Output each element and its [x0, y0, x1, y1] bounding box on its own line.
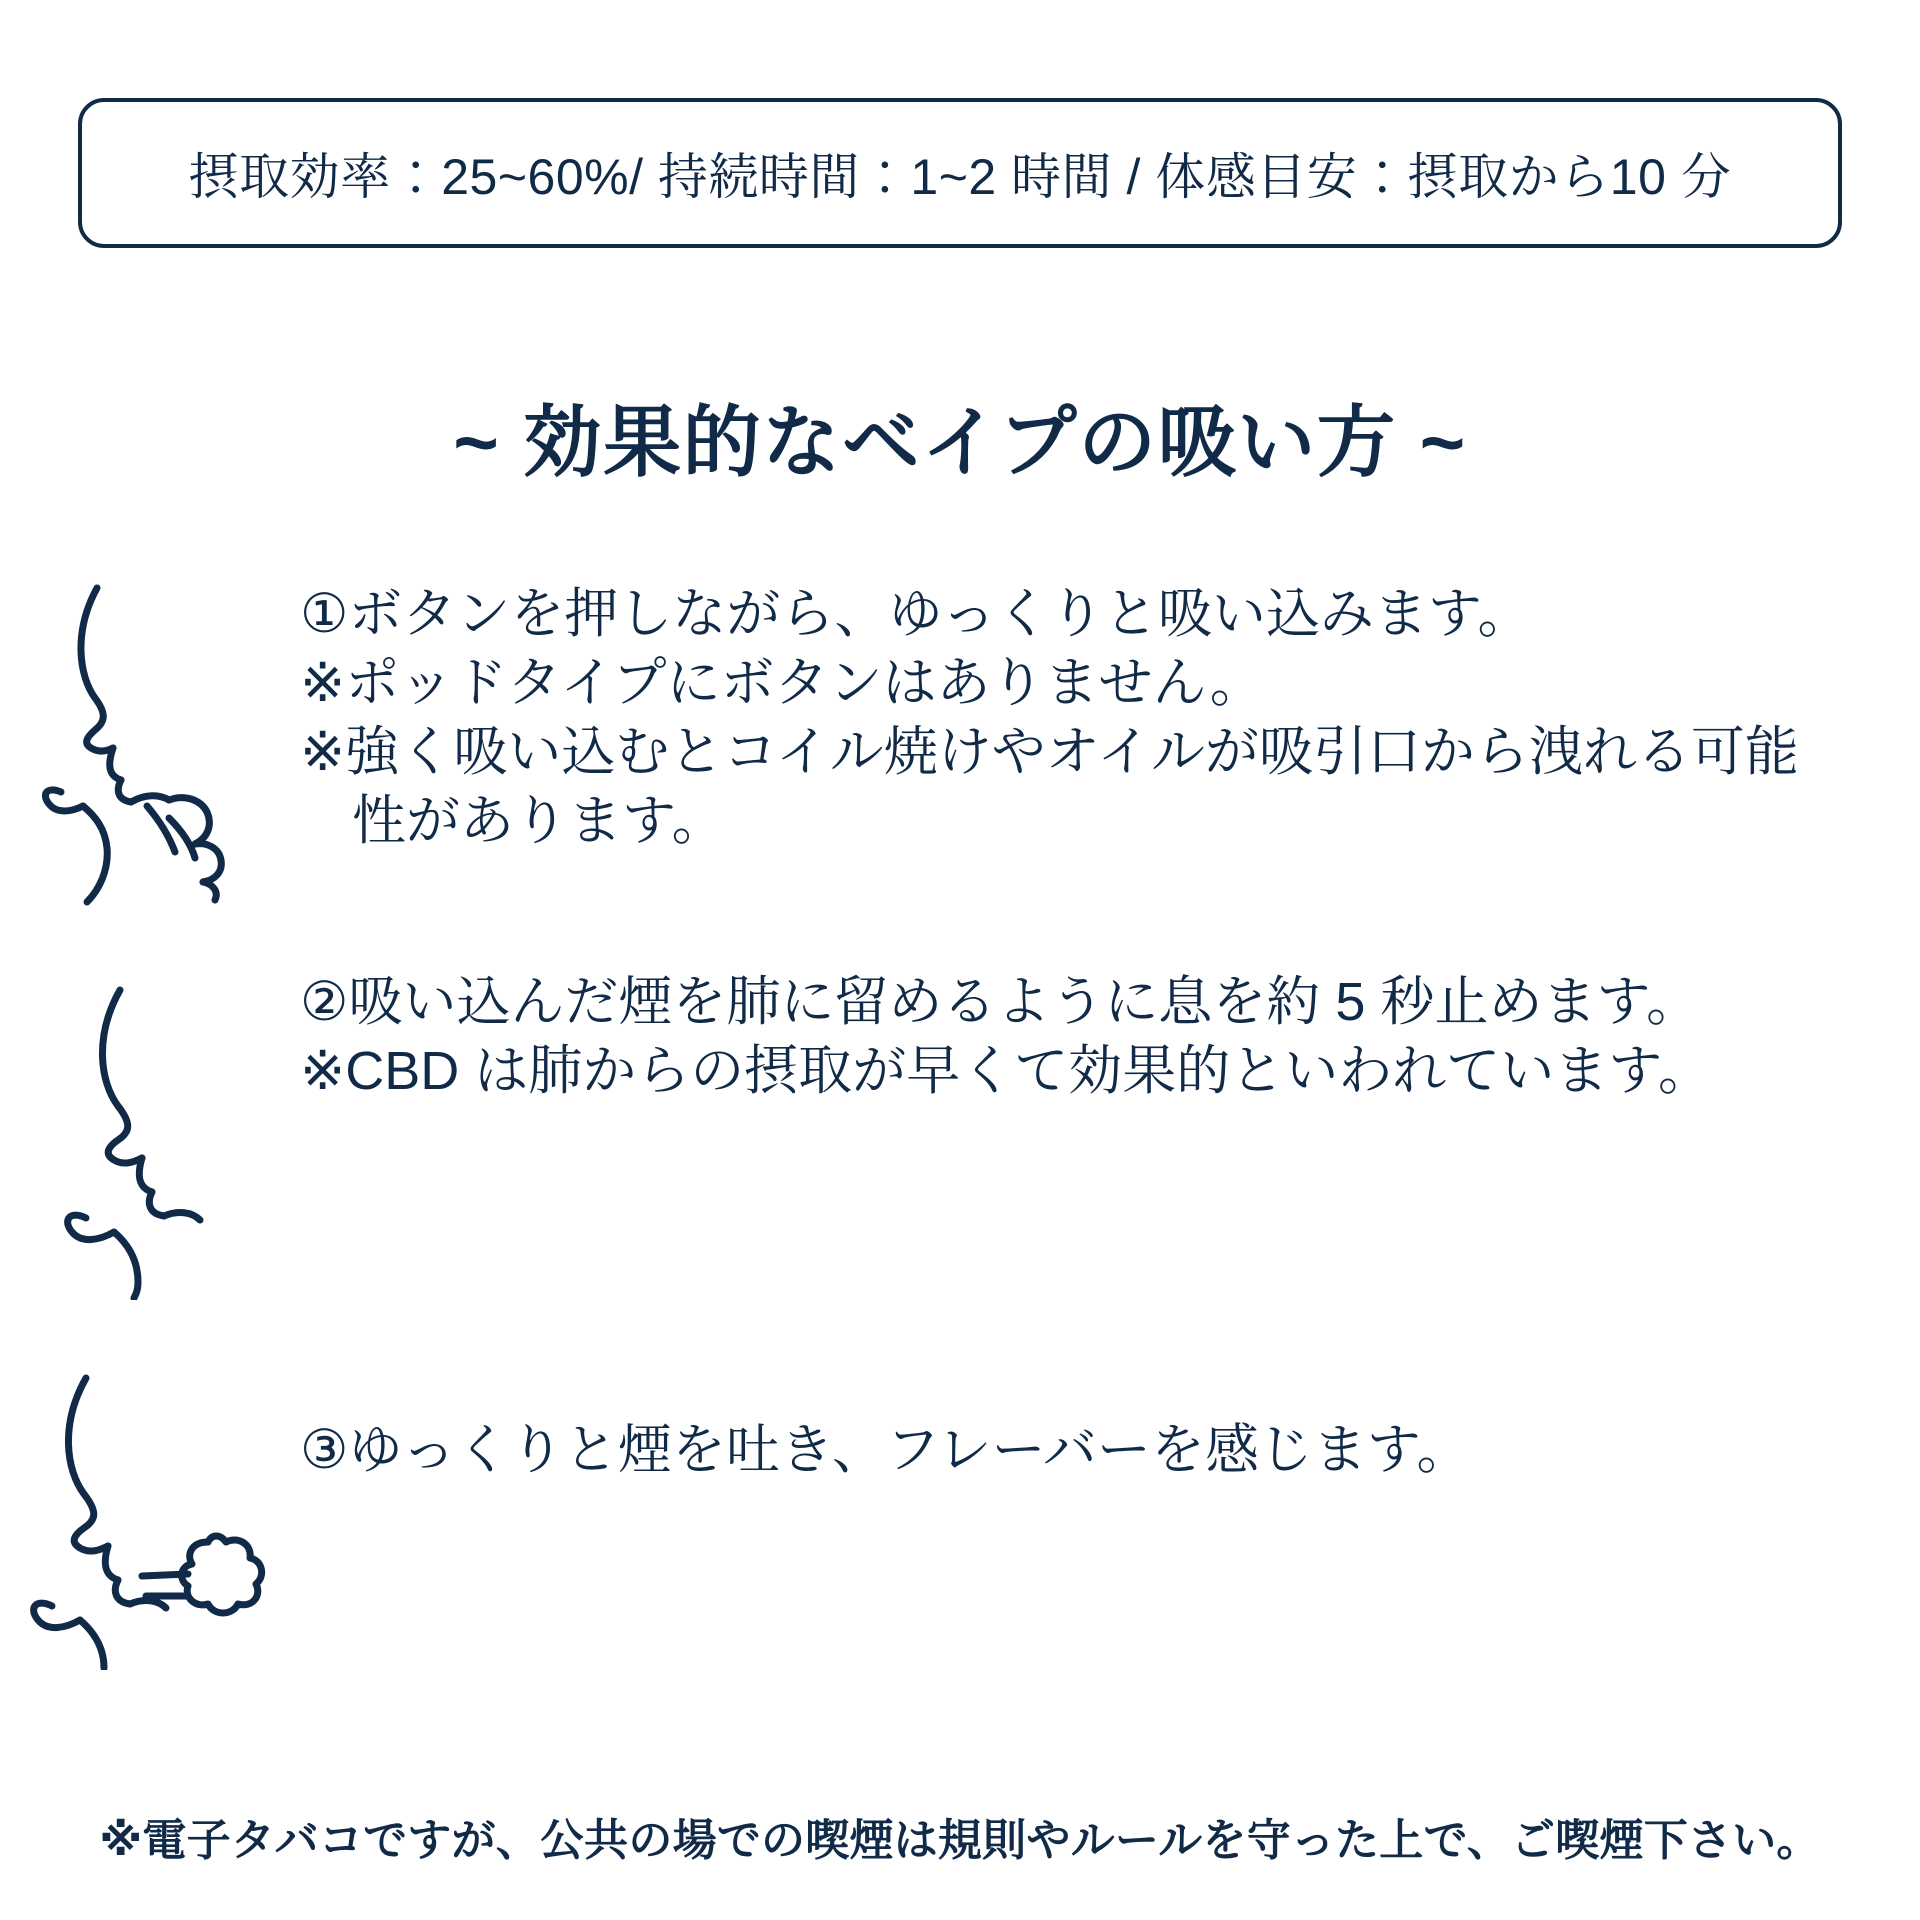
step-line: ※強く吸い込むとコイル焼けやオイルが吸引口から洩れる可能性があります。: [300, 722, 1799, 852]
info-box: [78, 98, 1842, 248]
step-text-block: [300, 580, 1920, 856]
steps-list: [0, 580, 1920, 1670]
footer-note: ※電子タバコですが、公共の場での喫煙は規則やルールを守った上で、ご喫煙下さい。: [99, 1816, 1821, 1865]
face-holding-breath-icon: [0, 968, 300, 1300]
step-text-block: [300, 1370, 1920, 1485]
step-item: [0, 968, 1920, 1300]
step-item: [0, 580, 1920, 910]
step-line: ※CBD は肺からの摂取が早くて効果的といわれています。: [300, 1041, 1712, 1102]
step-item: [0, 1370, 1920, 1670]
step-line: ③ゆっくりと煙を吐き、フレーバーを感じます。: [300, 1420, 1471, 1480]
step-line: ②吸い込んだ煙を肺に留めるように息を約 5 秒止めます。: [300, 972, 1701, 1032]
page-title: ~ 効果的なベイプの吸い方 ~: [453, 398, 1467, 486]
step-line: ※ポッドタイプにボタンはありません。: [300, 653, 1264, 714]
info-box-text: 摂取効率：25~60%/ 持続時間：1~2 時間 / 体感目安：摂取から10 分: [188, 149, 1732, 205]
step-text-block: [300, 968, 1920, 1106]
step-line: ①ボタンを押しながら、ゆっくりと吸い込みます。: [300, 584, 1532, 644]
face-exhaling-smoke-icon: [0, 1370, 300, 1670]
face-inhaling-with-hand-icon: [0, 580, 300, 910]
